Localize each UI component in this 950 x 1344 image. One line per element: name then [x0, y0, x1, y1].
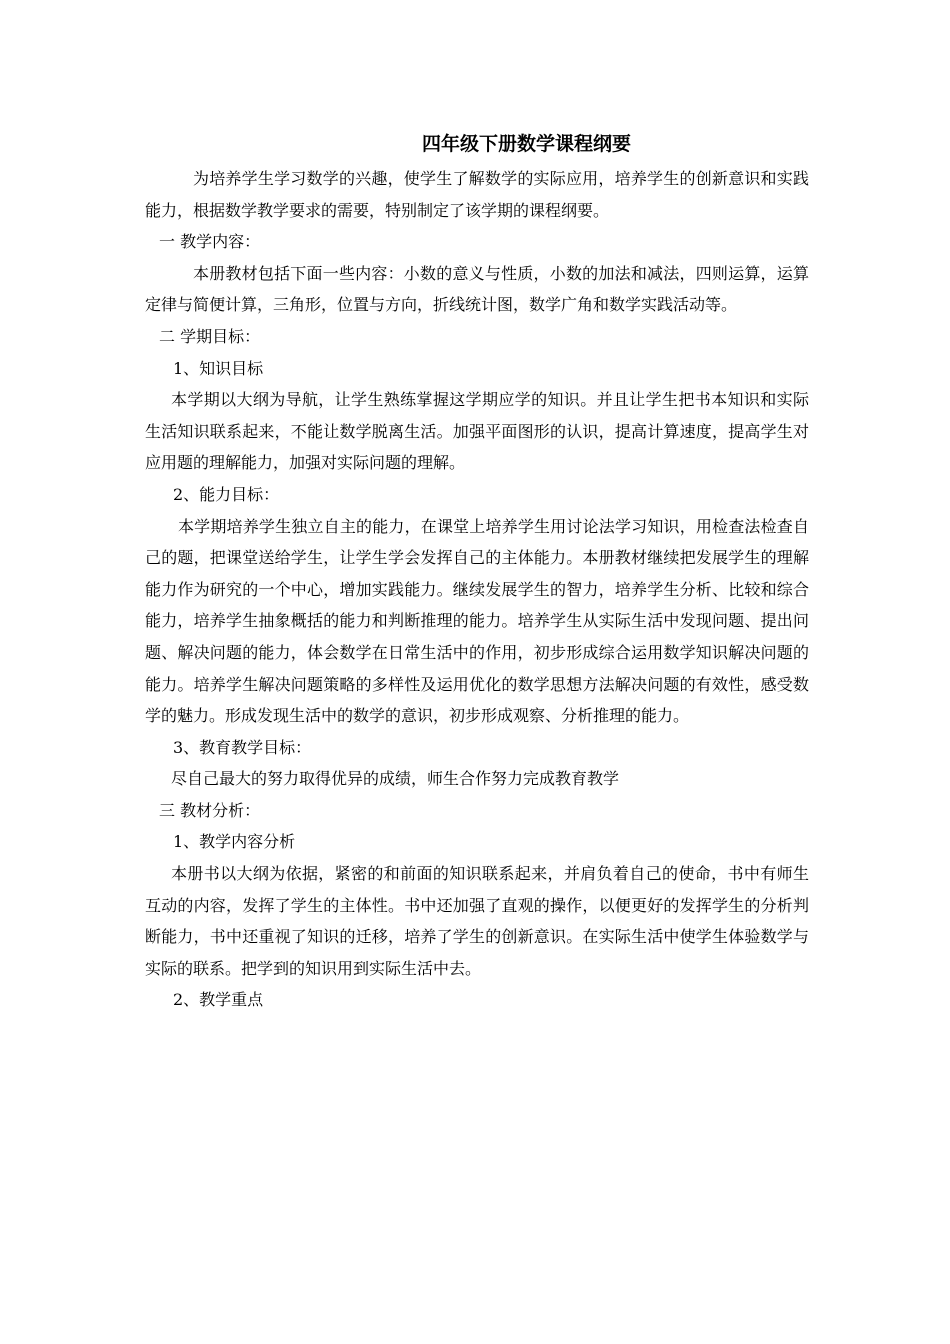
ability-goal-paragraph: 本学期培养学生独立自主的能力，在课堂上培养学生用讨论法学习知识，用检查法检查自己的题，把课堂送给学生，让学生学会发挥自己的主体能力。本册教材继续把发展学生的理解能力作为研究的一个中心，增加实践能力。继续发展学生的智力，培养学生分析、比较和综合能力，培养学生抽象概括的能力和判断推理的能力。培养学生从实际生活中发现问题、提出问题、解决问题的能力，体会数学在日常生活中的作用，初步形成综合运用数学知识解决问题的能力。培养学生解决问题策略的多样性及运用优化的数学思想方法解决问题的有效性，感受数学的魅力。形成发现生活中的数学的意识，初步形成观察、分析推理的能力。	[145, 516, 809, 726]
document-title: 四年级下册数学课程纲要	[422, 133, 632, 155]
subheading-knowledge-goal: 1、知识目标	[173, 358, 264, 378]
document-page	[145, 125, 809, 1016]
subheading-education-goal: 3、教育教学目标：	[173, 737, 312, 757]
section-heading-goals: 二 学期目标：	[159, 326, 261, 346]
section-heading-analysis: 三 教材分析：	[159, 800, 261, 820]
section-heading-content: 一 教学内容：	[159, 232, 261, 252]
knowledge-goal-paragraph: 本学期以大纲为导航，让学生熟练掌握这学期应学的知识。并且让学生把书本知识和实际生活知识联系起来，不能让数学脱离生活。加强平面图形的认识，提高计算速度，提高学生对应用题的理解能力，加强对实际问题的理解。	[145, 390, 809, 473]
content-analysis-paragraph: 本册书以大纲为依据，紧密的和前面的知识联系起来，并肩负着自己的使命，书中有师生互动的内容，发挥了学生的主体性。书中还加强了直观的操作，以便更好的发挥学生的分析判断能力，书中还重视了知识的迁移，培养了学生的创新意识。在实际生活中使学生体验数学与实际的联系。把学到的知识用到实际生活中去。	[145, 864, 809, 978]
education-goal-paragraph: 尽自己最大的努力取得优异的成绩，师生合作努力完成教育教学	[171, 769, 620, 789]
subheading-ability-goal: 2、能力目标：	[173, 484, 280, 504]
intro-paragraph: 为培养学生学习数学的兴趣，使学生了解数学的实际应用，培养学生的创新意识和实践能力，根据数学教学要求的需要，特别制定了该学期的课程纲要。	[145, 169, 809, 220]
content-paragraph: 本册教材包括下面一些内容：小数的意义与性质，小数的加法和减法，四则运算，运算定律与简便计算，三角形，位置与方向，折线统计图，数学广角和数学实践活动等。	[145, 263, 809, 315]
subheading-key-points: 2、教学重点	[173, 990, 264, 1010]
subheading-content-analysis: 1、教学内容分析	[173, 832, 296, 852]
